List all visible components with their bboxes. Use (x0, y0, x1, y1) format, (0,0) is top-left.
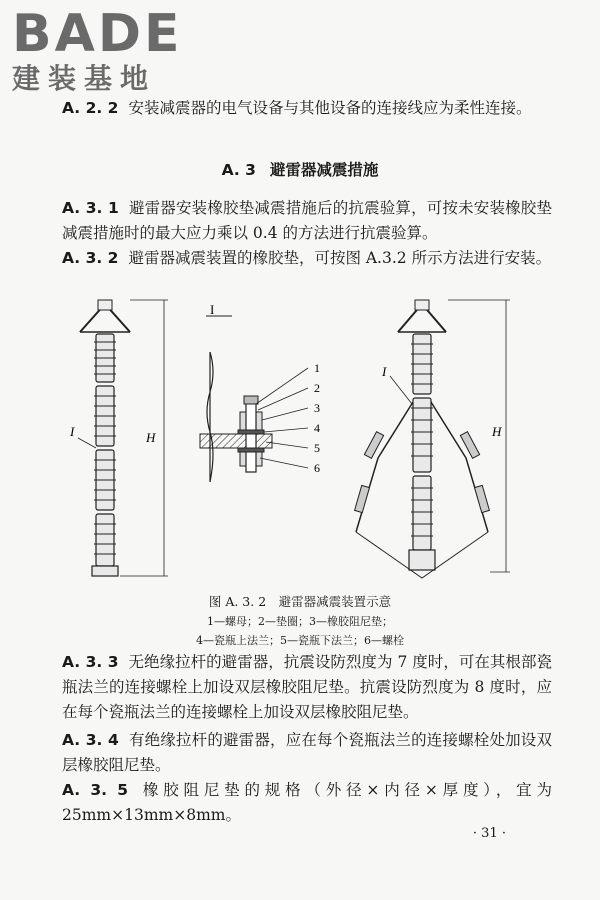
callout-3: 3 (314, 401, 320, 415)
callout-6: 6 (314, 461, 320, 475)
clause-a-3-4 (62, 728, 552, 778)
clause-number: A. 2. 2 (62, 99, 119, 117)
clause-a-3-3 (62, 650, 552, 725)
clause-text: 橡胶阻尼垫的规格（外径×内径×厚度），宜为 25mm×13mm×8mm。 (62, 781, 552, 824)
figure-caption: 图 A. 3. 2 避雷器减震装置示意 (208, 594, 392, 609)
section-heading-a-3 (0, 158, 600, 180)
clause-text: 安装减震器的电气设备与其他设备的连接线应为柔性连接。 (128, 99, 532, 117)
section-title: 避雷器减震措施 (269, 160, 379, 179)
figure-legend-line-1: 1—螺母；2—垫圈；3—橡胶阻尼垫； (207, 615, 393, 628)
clause-text: 无绝缘拉杆的避雷器，抗震设防烈度为 7 度时，可在其根部瓷瓶法兰的连接螺栓上加设双层橡胶阻尼垫。抗震设防烈度为 8 度时，应在每个瓷瓶法兰的连接螺栓上加设双层橡胶阻尼垫。 (62, 653, 552, 721)
clause-a-3-5 (62, 778, 552, 828)
callout-4: 4 (314, 421, 320, 435)
callout-5: 5 (314, 441, 320, 455)
logo-subtitle: 建装基地 (12, 62, 157, 95)
figure-legend-line-2: 4—瓷瓶上法兰；5—瓷瓶下法兰；6—螺栓 (196, 634, 404, 647)
logo (12, 4, 183, 96)
section-number: A. 3 (221, 161, 256, 179)
detail-i (200, 316, 308, 482)
clause-number: A. 3. 5 (62, 781, 129, 799)
clause-number: A. 3. 4 (62, 731, 119, 749)
label-i-left: I (70, 424, 75, 439)
figure-a-3-2 (60, 292, 540, 590)
clause-text: 避雷器减震装置的橡胶垫，可按图 A.3.2 所示方法进行安装。 (128, 249, 552, 267)
label-i-right: I (382, 364, 387, 379)
clause-a-2-2 (62, 96, 552, 121)
page-number: · 31 · (472, 826, 506, 841)
logo-text: BADE (12, 4, 183, 64)
detail-title: I (210, 302, 215, 317)
clause-number: A. 3. 3 (62, 653, 119, 671)
label-h-right: H (492, 424, 502, 439)
callout-1: 1 (314, 361, 320, 375)
clause-number: A. 3. 1 (62, 199, 119, 217)
clause-a-3-1 (62, 196, 552, 246)
clause-a-3-2 (62, 246, 552, 271)
clause-number: A. 3. 2 (62, 249, 119, 267)
clause-text: 避雷器安装橡胶垫减震措施后的抗震验算，可按未安装橡胶垫减震措施时的最大应力乘以 0.4 的方法进行抗震验算。 (62, 199, 552, 242)
callout-2: 2 (314, 381, 320, 395)
right-arrester (355, 300, 510, 578)
label-h-left: H (146, 430, 156, 445)
clause-text: 有绝缘拉杆的避雷器，应在每个瓷瓶法兰的连接螺栓处加设双层橡胶阻尼垫。 (62, 731, 552, 774)
